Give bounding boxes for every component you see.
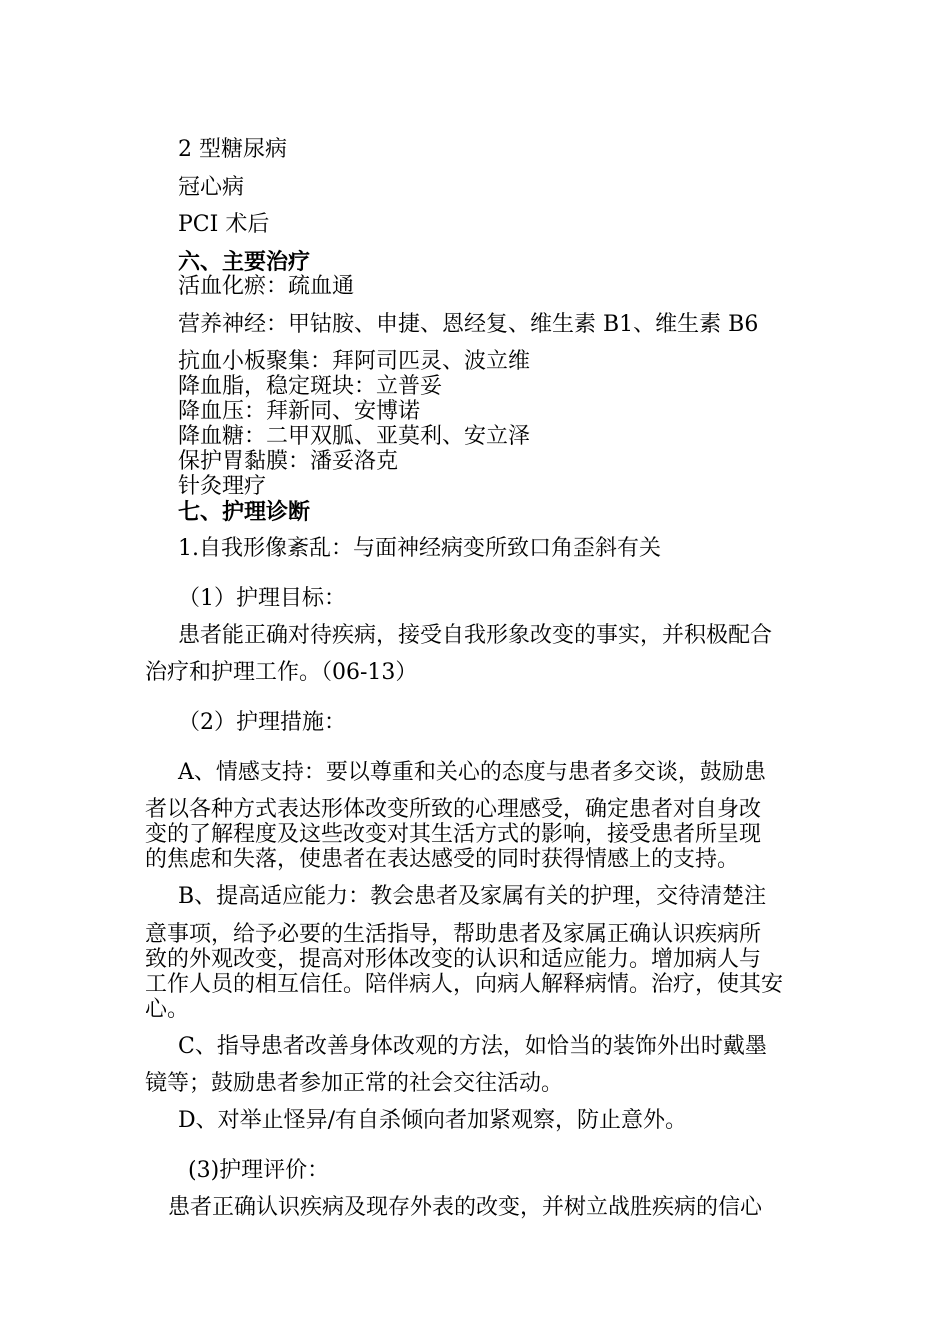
measure-b-line: 工作人员的相互信任。陪伴病人，向病人解释病情。治疗，使其安 — [145, 972, 784, 997]
measure-a-line: 者以各种方式表达形体改变所致的心理感受，确定患者对自身改 — [145, 797, 762, 822]
nursing-diagnosis-1: 1.自我形像紊乱：与面神经病变所致口角歪斜有关 — [178, 536, 661, 561]
measure-b-line: 意事项，给予必要的生活指导，帮助患者及家属正确认识疾病所 — [145, 922, 762, 947]
measure-a-line: A、情感支持：要以尊重和关心的态度与患者多交谈，鼓励患 — [178, 760, 766, 785]
nursing-measures-label: （2）护理措施： — [178, 710, 346, 735]
treatment-item: 针灸理疗 — [178, 474, 267, 499]
treatment-item: 降血糖：二甲双胍、亚莫利、安立泽 — [178, 424, 531, 449]
measure-c-line: C、指导患者改善身体改观的方法，如恰当的装饰外出时戴墨 — [178, 1034, 767, 1059]
treatment-item: 降血脂，稳定斑块：立普妥 — [178, 374, 443, 399]
measure-c-line: 镜等；鼓励患者参加正常的社会交往活动。 — [145, 1071, 564, 1096]
nursing-goal-label: （1）护理目标： — [178, 586, 346, 611]
measure-b-line: B、提高适应能力：教会患者及家属有关的护理，交待清楚注 — [178, 884, 767, 909]
nursing-heading: 七、护理诊断 — [178, 499, 311, 525]
treatment-item: 保护胃黏膜：潘妥洛克 — [178, 449, 399, 474]
measure-d-line: D、对举止怪异/有自杀倾向者加紧观察，防止意外。 — [178, 1108, 688, 1133]
treatment-heading: 六、主要治疗 — [178, 249, 311, 275]
measure-b-line: 致的外观改变，提高对形体改变的认识和适应能力。增加病人与 — [145, 947, 762, 972]
diagnosis-item: PCI 术后 — [178, 212, 270, 237]
treatment-item: 降血压：拜新同、安博诺 — [178, 399, 421, 424]
nursing-goal-text: 患者能正确对待疾病，接受自我形象改变的事实，并积极配合 — [178, 623, 773, 648]
nursing-evaluation-text: 患者正确认识疾病及现存外表的改变，并树立战胜疾病的信心 — [168, 1195, 763, 1220]
measure-a-line: 变的了解程度及这些改变对其生活方式的影响，接受患者所呈现 — [145, 822, 762, 847]
measure-b-line: 心。 — [145, 997, 190, 1022]
diagnosis-item: 冠心病 — [178, 175, 245, 200]
nursing-goal-text: 治疗和护理工作。（06-13） — [145, 660, 418, 685]
treatment-item: 活血化瘀：疏血通 — [178, 274, 355, 299]
treatment-item: 营养神经：甲钴胺、申捷、恩经复、维生素 B1、维生素 B6 — [178, 312, 759, 337]
measure-a-line: 的焦虑和失落，使患者在表达感受的同时获得情感上的支持。 — [145, 847, 740, 872]
diagnosis-item: 2 型糖尿病 — [178, 137, 287, 162]
treatment-item: 抗血小板聚集：拜阿司匹灵、波立维 — [178, 349, 531, 374]
nursing-evaluation-label: (3)护理评价： — [188, 1158, 330, 1183]
